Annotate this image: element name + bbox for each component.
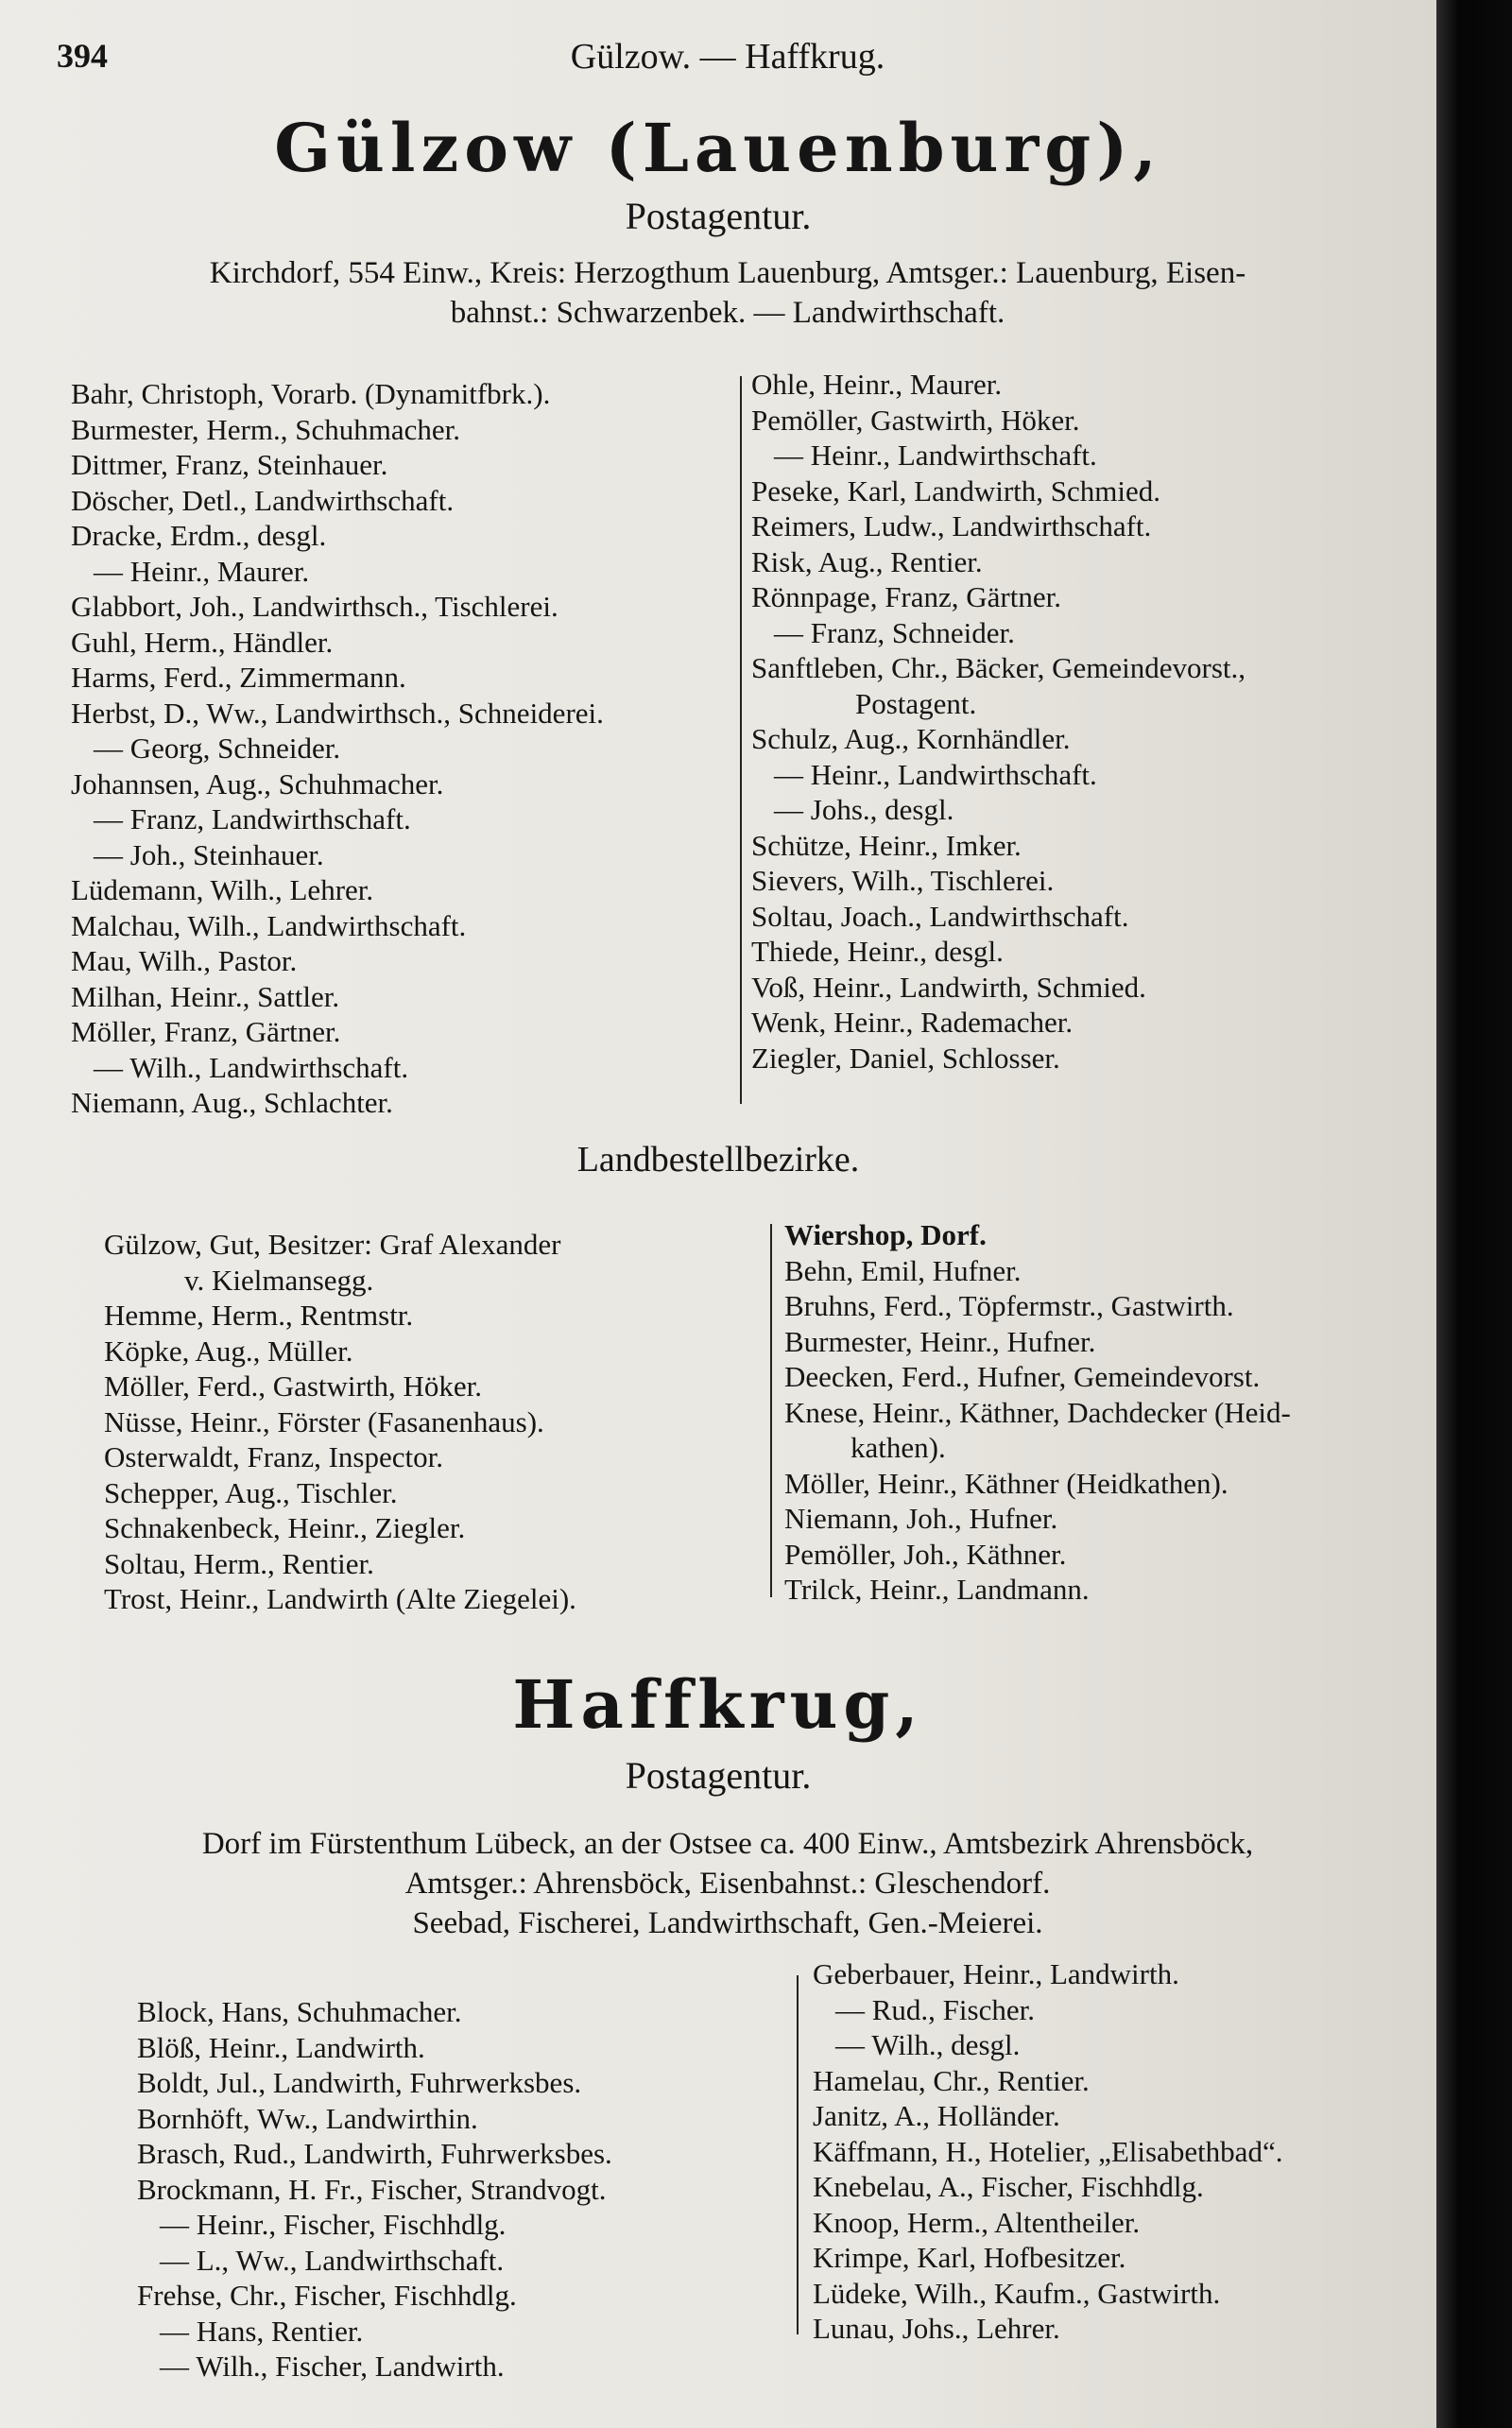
list-item: Peseke, Karl, Landwirth, Schmied. bbox=[751, 474, 1161, 508]
list-item: Osterwaldt, Franz, Inspector. bbox=[104, 1440, 443, 1473]
list-item: Burmester, Heinr., Hufner. bbox=[784, 1324, 1096, 1358]
list-item: Pemöller, Joh., Käthner. bbox=[784, 1537, 1067, 1571]
list-item: Gülzow, Gut, Besitzer: Graf Alexander bbox=[104, 1228, 561, 1261]
list-item: Lüdeke, Wilh., Kaufm., Gastwirth. bbox=[813, 2276, 1221, 2310]
list-item: Glabbort, Joh., Landwirthsch., Tischlerei. bbox=[71, 590, 558, 623]
list-item: — Wilh., Fischer, Landwirth. bbox=[160, 2350, 505, 2383]
list-item: Käffmann, H., Hotelier, „Elisabethbad“. bbox=[813, 2134, 1283, 2168]
list-item: Bahr, Christoph, Vorarb. (Dynamitfbrk.). bbox=[71, 377, 551, 410]
list-item: kathen). bbox=[850, 1431, 946, 1464]
description-haffkrug bbox=[57, 1824, 1399, 1943]
list-item: Nüsse, Heinr., Förster (Fasanenhaus). bbox=[104, 1404, 544, 1438]
list-item: Guhl, Herm., Händler. bbox=[71, 625, 334, 659]
list-item: Mau, Wilh., Pastor. bbox=[71, 944, 298, 977]
column-divider bbox=[770, 1224, 772, 1597]
list-item: Reimers, Ludw., Landwirthschaft. bbox=[751, 509, 1152, 542]
list-item: Wenk, Heinr., Rademacher. bbox=[751, 1006, 1074, 1039]
list-item: — Rud., Fischer. bbox=[835, 1992, 1035, 2026]
list-item: Hemme, Herm., Rentmstr. bbox=[104, 1299, 414, 1332]
list-item: — Heinr., Landwirthschaft. bbox=[774, 439, 1097, 472]
haffkrug-left-column bbox=[137, 1994, 612, 2385]
list-item: Risk, Aug., Rentier. bbox=[751, 544, 983, 578]
list-item: Lüdemann, Wilh., Lehrer. bbox=[71, 873, 374, 906]
list-item: Malchau, Wilh., Landwirthschaft. bbox=[71, 908, 467, 942]
column-divider bbox=[797, 1975, 799, 2334]
list-item: Sanftleben, Chr., Bäcker, Gemeindevorst., bbox=[751, 651, 1246, 684]
list-item: Schnakenbeck, Heinr., Ziegler. bbox=[104, 1511, 466, 1544]
running-title: Gülzow. — Haffkrug. bbox=[570, 37, 885, 77]
list-item: Knebelau, A., Fischer, Fischhdlg. bbox=[813, 2170, 1204, 2203]
list-item: Voß, Heinr., Landwirth, Schmied. bbox=[751, 970, 1146, 1004]
list-item: Lunau, Johs., Lehrer. bbox=[813, 2312, 1060, 2345]
list-item: — Franz, Schneider. bbox=[774, 615, 1015, 649]
list-item: Brasch, Rud., Landwirth, Fuhrwerksbes. bbox=[137, 2137, 612, 2170]
list-item: Schepper, Aug., Tischler. bbox=[104, 1475, 398, 1509]
list-item: Sievers, Wilh., Tischlerei. bbox=[751, 864, 1055, 897]
guelzow-left-column bbox=[71, 376, 604, 1121]
column-divider bbox=[740, 376, 742, 1104]
list-item: Pemöller, Gastwirth, Höker. bbox=[751, 403, 1080, 437]
list-item: — L., Ww., Landwirthschaft. bbox=[160, 2243, 505, 2277]
list-item: — Wilh., Landwirthschaft. bbox=[94, 1050, 409, 1084]
list-item: Harms, Ferd., Zimmermann. bbox=[71, 661, 406, 694]
land-right-column bbox=[784, 1217, 1291, 1608]
list-item: Döscher, Detl., Landwirthschaft. bbox=[71, 483, 455, 517]
list-item: Krimpe, Karl, Hofbesitzer. bbox=[813, 2241, 1126, 2274]
list-item: Blöß, Heinr., Landwirth. bbox=[137, 2030, 425, 2064]
town-title-guelzow: Gülzow (Lauenburg), bbox=[274, 109, 1162, 187]
town-title-haffkrug: Haffkrug, bbox=[512, 1665, 924, 1744]
list-item: Dracke, Erdm., desgl. bbox=[71, 519, 327, 552]
list-item: Soltau, Joach., Landwirthschaft. bbox=[751, 899, 1129, 933]
list-item: — Franz, Landwirthschaft. bbox=[94, 802, 411, 835]
list-item: Schütze, Heinr., Imker. bbox=[751, 828, 1022, 862]
description-line: Seebad, Fischerei, Landwirthschaft, Gen.-Meierei. bbox=[412, 1906, 1043, 1940]
page-number: 394 bbox=[57, 37, 108, 75]
list-item: Bornhöft, Ww., Landwirthin. bbox=[137, 2101, 478, 2135]
list-item: — Heinr., Fischer, Fischhdlg. bbox=[160, 2208, 507, 2241]
list-item: Burmester, Herm., Schuhmacher. bbox=[71, 412, 460, 446]
page-header bbox=[57, 36, 1399, 93]
list-item: Knoop, Herm., Altentheiler. bbox=[813, 2205, 1141, 2239]
list-item: Milhan, Heinr., Sattler. bbox=[71, 979, 340, 1013]
list-item: Köpke, Aug., Müller. bbox=[104, 1334, 353, 1368]
list-item: Thiede, Heinr., desgl. bbox=[751, 935, 1004, 968]
list-item: Niemann, Joh., Hufner. bbox=[784, 1502, 1058, 1535]
description-line: bahnst.: Schwarzenbek. — Landwirthschaft. bbox=[450, 296, 1005, 330]
list-item: Deecken, Ferd., Hufner, Gemeindevorst. bbox=[784, 1360, 1261, 1393]
list-item: Herbst, D., Ww., Landwirthsch., Schneiderei. bbox=[71, 696, 604, 730]
list-item: Hamelau, Chr., Rentier. bbox=[813, 2063, 1090, 2097]
list-item: v. Kielmansegg. bbox=[184, 1263, 374, 1297]
list-item: Frehse, Chr., Fischer, Fischhdlg. bbox=[137, 2279, 517, 2312]
list-item: — Georg, Schneider. bbox=[94, 732, 341, 765]
list-item: Dittmer, Franz, Steinhauer. bbox=[71, 448, 388, 481]
description-line: Dorf im Fürstenthum Lübeck, an der Ostsee ca. 400 Einw., Amtsbezirk Ahrensböck, bbox=[201, 1827, 1254, 1861]
list-item: Johannsen, Aug., Schuhmacher. bbox=[71, 766, 444, 801]
guelzow-right-column bbox=[751, 367, 1246, 1076]
description-line: Amtsger.: Ahrensböck, Eisenbahnst.: Gleschendorf. bbox=[404, 1867, 1051, 1901]
list-item: — Heinr., Landwirthschaft. bbox=[774, 757, 1097, 791]
list-item: Knese, Heinr., Käthner, Dachdecker (Heid- bbox=[784, 1395, 1291, 1429]
list-item: Janitz, A., Holländer. bbox=[813, 2099, 1060, 2132]
description-guelzow bbox=[57, 253, 1399, 333]
book-spine-shadow bbox=[1436, 0, 1512, 2428]
list-item: Geberbauer, Heinr., Landwirth. bbox=[813, 1957, 1179, 1990]
list-item: Bruhns, Ferd., Töpfermstr., Gastwirth. bbox=[784, 1289, 1234, 1322]
list-item: — Joh., Steinhauer. bbox=[94, 837, 324, 871]
list-item: Postagent. bbox=[855, 686, 977, 720]
list-item: — Johs., desgl. bbox=[774, 793, 954, 826]
subtitle-haffkrug: Postagentur. bbox=[625, 1754, 812, 1797]
list-item: Brockmann, H. Fr., Fischer, Strandvogt. bbox=[137, 2172, 607, 2206]
list-item: — Wilh., desgl. bbox=[835, 2028, 1021, 2061]
list-item: Rönnpage, Franz, Gärtner. bbox=[751, 580, 1061, 613]
land-left-column bbox=[104, 1227, 576, 1617]
list-item: Wiershop, Dorf. bbox=[784, 1218, 987, 1251]
list-item: Niemann, Aug., Schlachter. bbox=[71, 1086, 393, 1119]
list-item: Trilck, Heinr., Landmann. bbox=[784, 1573, 1090, 1606]
list-item: Block, Hans, Schuhmacher. bbox=[137, 1995, 462, 2028]
list-item: Möller, Ferd., Gastwirth, Höker. bbox=[104, 1369, 482, 1403]
list-item: Ziegler, Daniel, Schlosser. bbox=[751, 1041, 1060, 1075]
haffkrug-right-column bbox=[813, 1956, 1282, 2347]
list-item: Boldt, Jul., Landwirth, Fuhrwerksbes. bbox=[137, 2066, 582, 2099]
subtitle-guelzow: Postagentur. bbox=[625, 195, 812, 237]
section-title-landbestellbezirke: Landbestellbezirke. bbox=[576, 1140, 860, 1180]
description-line: Kirchdorf, 554 Einw., Kreis: Herzogthum Lauenburg, Amtsger.: Lauenburg, Eisen- bbox=[209, 256, 1246, 290]
list-item: — Heinr., Maurer. bbox=[94, 554, 310, 588]
list-item: Soltau, Herm., Rentier. bbox=[104, 1546, 374, 1580]
list-item: — Hans, Rentier. bbox=[160, 2314, 364, 2348]
list-item: Möller, Franz, Gärtner. bbox=[71, 1015, 341, 1048]
list-item: Trost, Heinr., Landwirth (Alte Ziegelei). bbox=[104, 1582, 576, 1615]
list-item: Schulz, Aug., Kornhändler. bbox=[751, 722, 1071, 755]
list-item: Behn, Emil, Hufner. bbox=[784, 1253, 1022, 1287]
list-item: Möller, Heinr., Käthner (Heidkathen). bbox=[784, 1466, 1228, 1500]
list-item: Ohle, Heinr., Maurer. bbox=[751, 368, 1003, 401]
